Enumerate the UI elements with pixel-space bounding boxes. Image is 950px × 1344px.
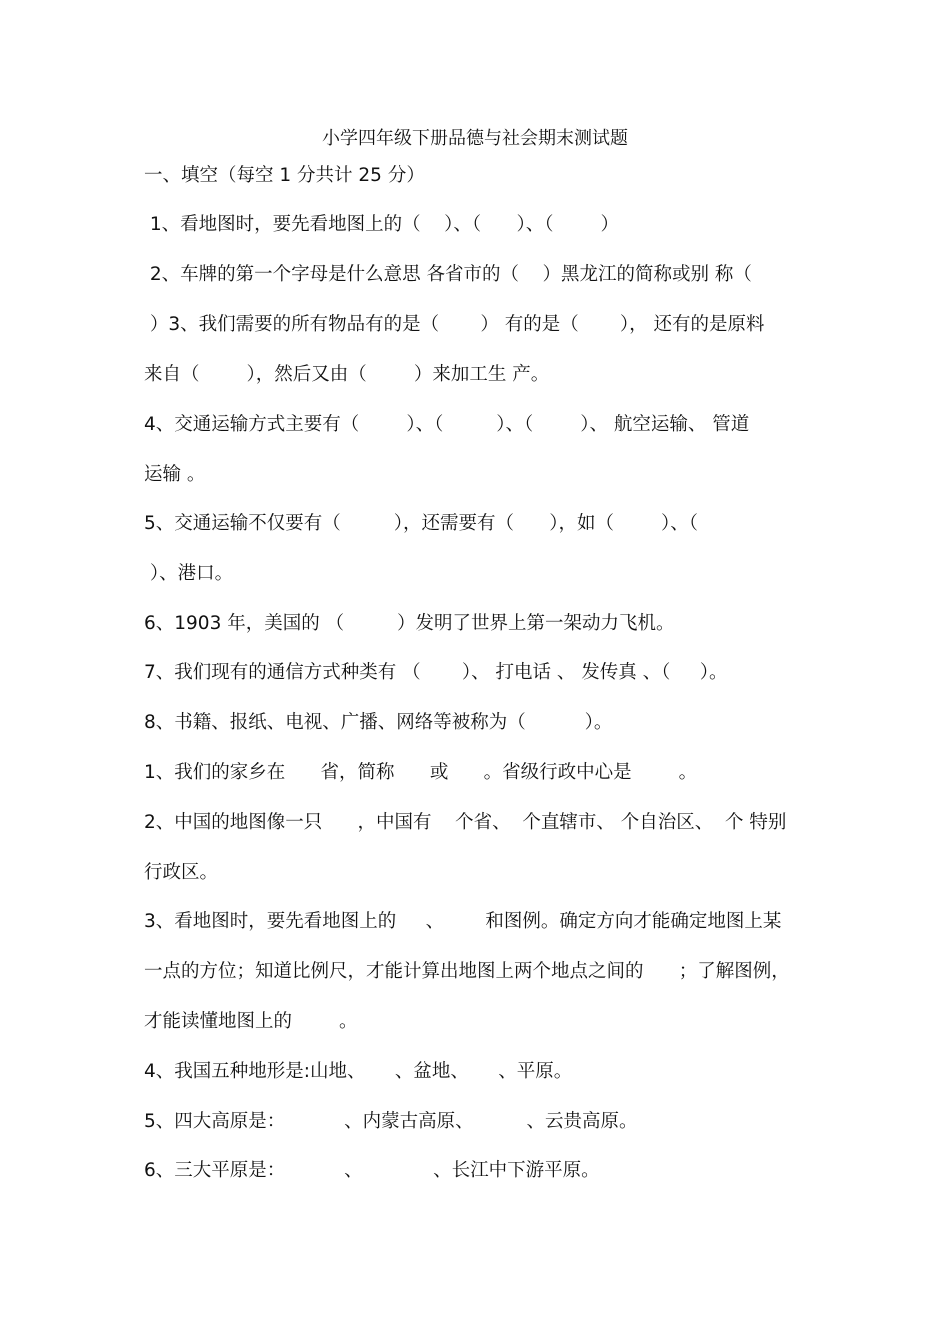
question-line: 2、中国的地图像一只 ，中国有 个省、 个直辖市、 个自治区、 个 特别	[144, 812, 787, 833]
question-line: ）、港口。	[144, 563, 234, 584]
question-line: 3、看地图时，要先看地图上的 、 和图例。确定方向才能确定地图上某	[144, 911, 782, 932]
question-line: 才能读懂地图上的 。	[144, 1011, 358, 1032]
section-heading: 一、填空（每空 1 分共计 25 分）	[144, 165, 425, 186]
question-line: ）3、我们需要的所有物品有的是（ ） 有的是（ ）， 还有的是原料	[144, 314, 765, 335]
question-line: 1、我们的家乡在 省，简称 或 。省级行政中心是 。	[144, 762, 698, 783]
question-line: 6、1903 年，美国的 （ ）发明了世界上第一架动力飞机。	[144, 613, 675, 634]
question-line: 行政区。	[144, 862, 219, 883]
question-line: 2、车牌的第一个字母是什么意思 各省市的（ ）黑龙江的简称或别 称（	[144, 264, 752, 285]
question-line: 来自（ ），然后又由（ ）来加工生 产。	[144, 364, 550, 385]
question-line: 7、我们现有的通信方式种类有 （ ）、 打电话 、 发传真 、（ ）。	[144, 662, 728, 683]
question-line: 一点的方位；知道比例尺，才能计算出地图上两个地点之间的 ；了解图例，	[144, 961, 790, 982]
question-line: 5、四大高原是： 、内蒙古高原、 、云贵高原。	[144, 1111, 638, 1132]
question-line: 6、三大平原是： 、 、长江中下游平原。	[144, 1160, 600, 1181]
document-title: 小学四年级下册品德与社会期末测试题	[322, 128, 628, 149]
question-line: 运输 。	[144, 464, 206, 485]
question-line: 1、看地图时，要先看地图上的（ ）、（ ）、（ ）	[144, 214, 620, 235]
question-line: 5、交通运输不仅要有（ ），还需要有（ ），如（ ）、（	[144, 513, 699, 534]
question-line: 4、交通运输方式主要有（ ）、（ ）、（ ）、 航空运输、 管道	[144, 414, 750, 435]
question-line: 4、我国五种地形是:山地、 、盆地、 、平原。	[144, 1061, 573, 1082]
question-line: 8、书籍、报纸、电视、广播、网络等被称为（ ）。	[144, 712, 613, 733]
